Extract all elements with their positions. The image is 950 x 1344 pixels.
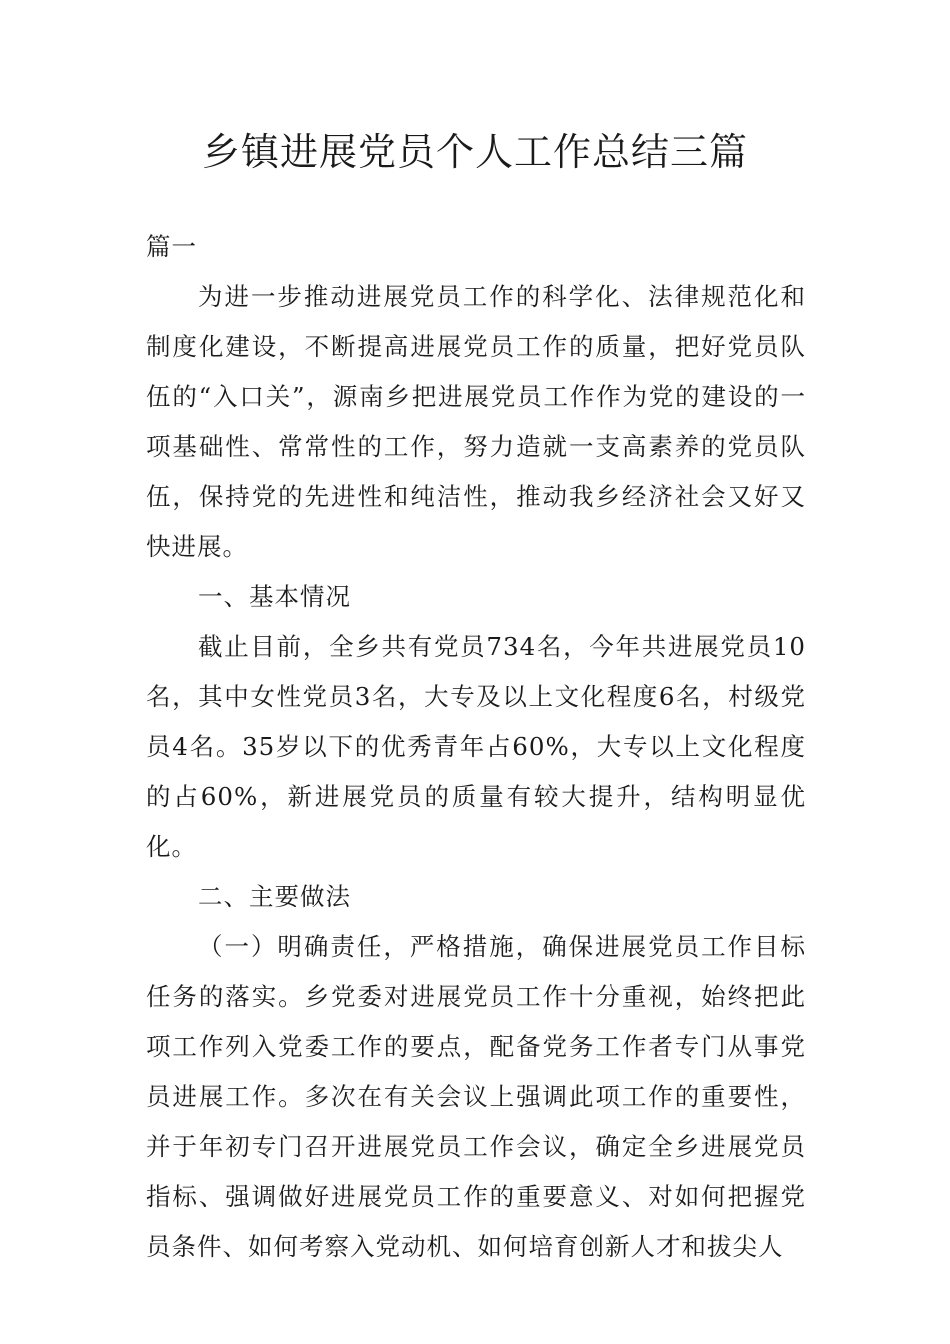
main-practices-paragraph: （一）明确责任，严格措施，确保进展党员工作目标任务的落实。乡党委对进展党员工作十分重视，始终把此项工作列入党委工作的要点，配备党务工作者专门从事党员进展工作。多次在有关会议上强调此项工作的重要性，并于年初专门召开进展党员工作会议，确定全乡进展党员指标、强调做好进展党员工作的重要意义、对如何把握党员条件、如何考察入党动机、如何培育创新人才和拔尖人 [146, 932, 806, 1261]
heading-basic-situation: 一、基本情况 [198, 582, 351, 611]
heading-main-practices: 二、主要做法 [198, 882, 351, 911]
intro-paragraph: 为进一步推动进展党员工作的科学化、法律规范化和制度化建设，不断提高进展党员工作的质量，把好党员队伍的“入口关”，源南乡把进展党员工作作为党的建设的一项基础性、常常性的工作，努力造就一支高素养的党员队伍，保持党的先进性和纯洁性，推动我乡经济社会又好又快进展。 [146, 282, 806, 561]
document-title: 乡镇进展党员个人工作总结三篇 [201, 130, 748, 174]
section-heading-part-one: 篇一 [146, 232, 197, 261]
basic-situation-paragraph: 截止目前，全乡共有党员734名，今年共进展党员10名，其中女性党员3名，大专及以上文化程度6名，村级党员4名。35岁以下的优秀青年占60%，大专以上文化程度的占60%，新进展党员的质量有较大提升，结构明显优化。 [146, 632, 806, 861]
document-body [146, 222, 806, 1272]
